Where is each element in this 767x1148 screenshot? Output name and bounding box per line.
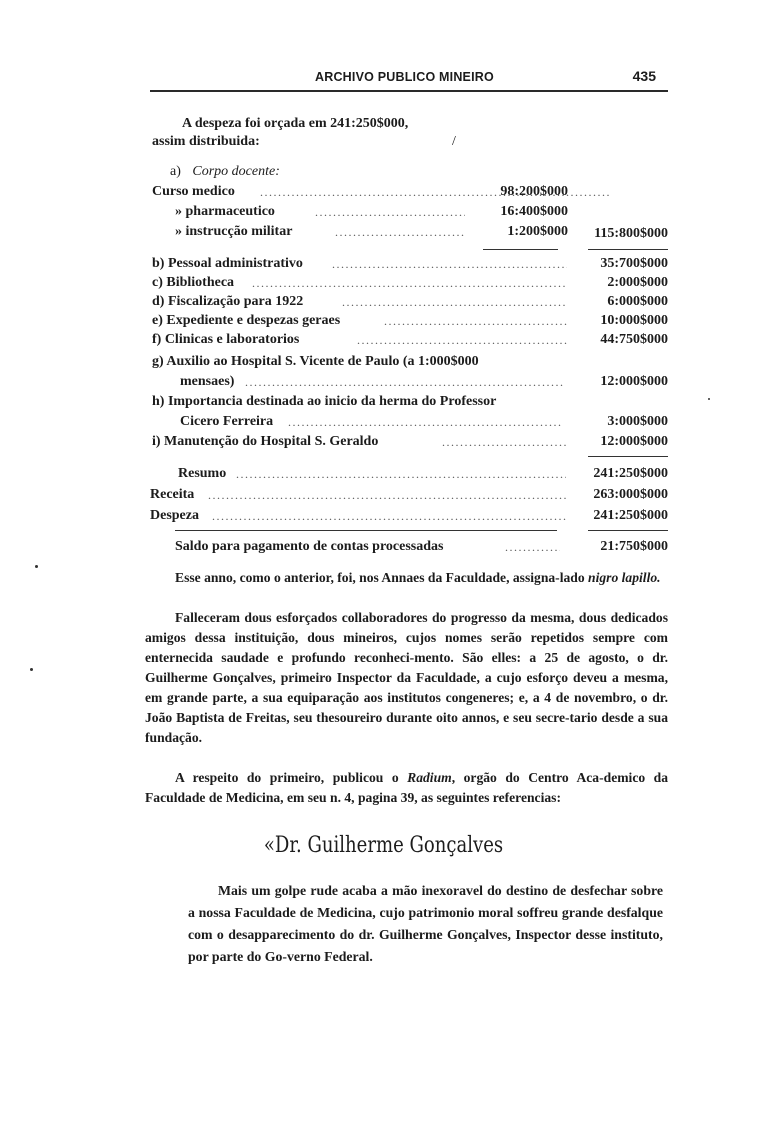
item-label: c) Bibliotheca [152,275,235,290]
section-a-item [175,203,568,221]
item-label: i) Manutenção do Hospital S. Geraldo [152,434,379,449]
paragraph-3-text: A respeito do primeiro, publicou o [175,770,408,785]
summary-value: 241:250$000 [593,466,668,481]
summary-row [150,486,668,504]
section-a-heading [170,163,370,181]
summary-label: Resumo [178,466,227,481]
expense-item [152,255,668,273]
running-header [150,68,668,92]
summary-row [150,507,668,525]
item-value: 35:700$000 [600,256,668,271]
section-a-label: a) [170,164,181,179]
paragraph-2 [145,608,668,748]
item-label: f) Clinicas e laboratorios [152,332,300,347]
leader-dots [208,486,566,504]
leader-dots [212,507,566,525]
item-value: 10:000$000 [600,313,668,328]
section-a-total: 115:800$000 [594,226,668,241]
paragraph-3-emphasis: Radium [407,770,452,785]
expense-item [152,312,668,330]
item-label: Curso medico [152,184,235,199]
leader-dots [252,274,567,292]
paragraph-1-emphasis: nigro lapillo. [588,570,661,585]
paragraph-1 [145,568,668,588]
summary-value: 263:000$000 [593,487,668,502]
expense-item-line1 [152,353,572,371]
item-value: 12:000$000 [600,434,668,449]
subtotal-rule [483,249,558,250]
item-label-cont: Cicero Ferreira [180,414,274,429]
item-label-cont: mensaes) [180,374,235,389]
expense-item [152,274,668,292]
paragraph-2-text: Falleceram dous esforçados collaboradores do progresso da mesma, dous dedicados amigos dessa instituição, dous mineiros, cujos nomes serão repetidos sempre com enternecida saudade e profundo reconheci-mento. São elles: a 25 de agosto, o dr. Guilherme Gonçalves, primeiro Inspector da Faculdade, a cujo esforço deveu a mesma, em grande parte, a sua equiparação aos institutos congeneres; e, a 4 de novembro, o dr. João Baptista de Freitas, seu thesoureiro durante oito annos, e seu secre-tario desde a sua fundação. [145,610,668,745]
intro-mark: / [452,134,456,149]
scan-speck [30,668,33,671]
expense-item-line1 [152,393,572,411]
expense-item [152,331,668,349]
item-value: 1:200$000 [507,224,568,239]
leader-dots [315,203,465,221]
item-value: 12:000$000 [600,374,668,389]
paragraph-1-text: Esse anno, como o anterior, foi, nos Annaes da Faculdade, assigna-lado [175,570,589,585]
item-value: 16:400$000 [500,204,568,219]
saldo-row [175,538,668,556]
item-value: 6:000$000 [607,294,668,309]
leader-dots [505,538,560,556]
item-label: b) Pessoal administrativo [152,256,303,271]
intro-text [152,115,572,151]
section-a-item [152,183,568,201]
leader-dots [245,373,563,391]
summary-label: Despeza [150,508,199,523]
summary-row [178,465,668,483]
item-value: 2:000$000 [607,275,668,290]
saldo-label: Saldo para pagamento de contas processadas [175,539,444,554]
expense-item-line2 [180,373,668,391]
item-value: 98:200$000 [500,184,568,199]
paragraph-3-text-cont: , orgão do Centro Aca-demico da Faculdade de Medicina, em seu n. 4, pagina 39, as seguintes referencias: [145,770,669,805]
leader-dots [236,465,566,483]
intro-line-1: A despeza foi orçada em 241:250$000, [182,116,409,131]
item-label: e) Expediente e despezas geraes [152,313,341,328]
expense-item [152,293,668,311]
intro-line-2: assim distribuida: [152,134,260,149]
total-rule [588,249,668,250]
quote-text: Mais um golpe rude acaba a mão inexoravel do destino de desfechar sobre a nossa Faculdade de Medicina, cujo patrimonio moral soffreu grande desfalque com o desapparecimento do dr. Guilherme Gonçalves, Inspector desse instituto, por parte do Go-verno Federal. [188,883,663,964]
item-value: 3:000$000 [607,414,668,429]
expense-item [152,433,668,451]
summary-value: 241:250$000 [593,508,668,523]
item-value: 44:750$000 [600,332,668,347]
item-label: » pharmaceutico [175,204,275,219]
page-number: 435 [632,68,656,84]
summary-rule [588,530,668,531]
scan-speck [708,398,710,400]
leader-dots [288,413,563,431]
quote-heading: «Dr. Guilherme Gonçalves [263,833,504,858]
summary-rule [175,530,557,531]
item-label: g) Auxilio ao Hospital S. Vicente de Paulo (a 1:000$000 [152,354,479,369]
header-title: ARCHIVO PUBLICO MINEIRO [315,70,494,84]
quote-block [188,880,663,968]
scan-speck [35,565,38,568]
leader-dots [442,433,567,451]
section-a-title: Corpo docente: [192,164,280,179]
saldo-value: 21:750$000 [600,539,668,554]
leader-dots [357,331,567,349]
paragraph-3 [145,768,668,808]
item-label: » instrucção militar [175,224,293,239]
leader-dots [332,255,567,273]
total-rule [588,456,668,457]
item-label: h) Importancia destinada ao inicio da herma do Professor [152,394,497,409]
item-label: d) Fiscalização para 1922 [152,294,304,309]
leader-dots [384,312,567,330]
leader-dots [342,293,567,311]
header-rule [150,90,668,92]
summary-label: Receita [150,487,195,502]
expense-item-line2 [180,413,668,431]
